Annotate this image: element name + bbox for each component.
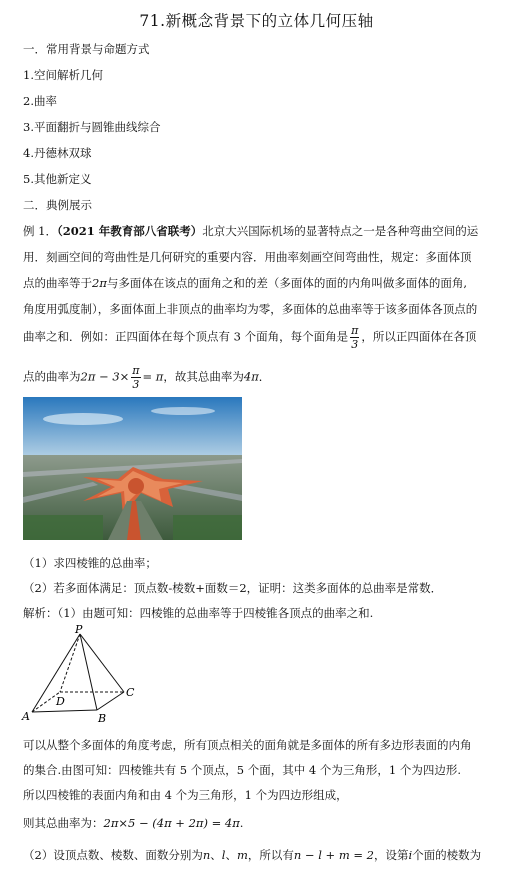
example-line-4: 角度用弧度制），多面体面上非顶点的曲率均为零，多面体的总曲率等于该多面体各顶点的: [23, 302, 478, 316]
fraction-numerator: π: [351, 324, 359, 337]
math-variable: n: [202, 848, 211, 862]
body-line-2: 的集合.由图可知：四棱锥共有 5 个顶点，5 个面，其中 4 个为三角形，1 个为四边形.: [23, 763, 462, 777]
body-line-1: 可以从整个多面体的角度考虑，所有顶点相关的面角就是多面体的所有多边形表面的内角: [23, 738, 472, 752]
example-source: （2021 年教育部八省联考）: [56, 224, 203, 238]
math-variable: m: [236, 848, 248, 862]
pyramid-diagram: [18, 624, 148, 724]
body-line-3: 所以四棱锥的表面内角和由 4 个为三角形，1 个为四边形组成，: [23, 788, 348, 802]
example-text: 北京大兴国际机场的显著特点之一是各种弯曲空间的运: [202, 224, 479, 238]
example-line-3: [23, 274, 467, 292]
fraction: [350, 324, 359, 351]
airport-illustration: [23, 397, 242, 540]
vertex-label-c: C: [126, 686, 135, 699]
example-text: 点的曲率等于: [23, 276, 92, 290]
analysis-label: 解析：: [23, 606, 58, 620]
body-line-5: [23, 846, 481, 864]
body-text: 则其总曲率为：: [23, 816, 104, 830]
section-heading-2: 二．典例展示: [23, 198, 92, 212]
example-line-2: 用．刻画空间的弯曲性是几何研究的重要内容．用曲率刻画空间弯曲性，规定：多面体顶: [23, 250, 472, 264]
vertex-label-a: A: [22, 710, 30, 723]
vertex-label-p: P: [75, 624, 83, 636]
example-text: ，故其总曲率为: [163, 369, 244, 384]
math-expression: 2π − 3×: [80, 369, 130, 384]
vertex-label-b: B: [98, 712, 107, 724]
math-expression: 4π: [243, 369, 259, 384]
body-line-4: [23, 814, 243, 832]
example-text: 与多面体在该点的面角之和的差（多面体的面的内角叫做多面体的面角,: [106, 276, 468, 290]
list-item: 5.其他新定义: [23, 172, 92, 186]
airport-photo: [23, 397, 242, 540]
pyramid-figure: [18, 624, 148, 727]
math-expression: 2π×5 − (4π + 2π) = 4π: [103, 816, 240, 830]
math-expression: 2π: [92, 276, 107, 290]
example-label: 例 1．: [23, 224, 57, 238]
math-expression: n − l + m = 2: [293, 848, 374, 862]
question-1: （1）求四棱锥的总曲率；: [23, 556, 157, 570]
list-item: 3.平面翻折与圆锥曲线综合: [23, 120, 161, 134]
math-expression: = π: [142, 369, 164, 384]
example-line-6: [23, 364, 270, 391]
body-text: .: [239, 816, 244, 830]
section-heading-1: 一．常用背景与命题方式: [23, 42, 150, 56]
list-item: 2.曲率: [23, 94, 57, 108]
fraction-denominator: 3: [351, 338, 359, 351]
analysis-line: [23, 604, 373, 622]
page-title: 71.新概念背景下的立体几何压轴: [139, 12, 374, 30]
math-variable: l: [221, 848, 226, 862]
example-line-5: [23, 324, 476, 351]
fraction-numerator: π: [132, 364, 140, 377]
example-line-1: [23, 222, 478, 240]
question-2: （2）若多面体满足：顶点数-棱数+面数＝2，证明：这类多面体的总曲率是常数．: [23, 581, 443, 595]
body-text: 、: [210, 848, 222, 862]
body-text: 个面的棱数为: [412, 848, 482, 862]
vertex-label-d: D: [56, 695, 65, 708]
fraction-denominator: 3: [132, 378, 140, 391]
fraction: [131, 364, 140, 391]
body-text: ，所以有: [247, 848, 294, 862]
example-text: ．: [258, 369, 271, 384]
list-item: 4.丹德林双球: [23, 146, 92, 160]
analysis-text: （1）由题可知：四棱锥的总曲率等于四棱锥各顶点的曲率之和.: [57, 606, 374, 620]
example-text: ，所以正四面体在各顶: [361, 329, 477, 344]
body-text: ，设第: [374, 848, 409, 862]
list-item: 1.空间解析几何: [23, 68, 103, 82]
body-text: 、: [225, 848, 237, 862]
example-text: 曲率之和．例如：正四面体在每个顶点有 3 个面角，每个面角是: [23, 329, 349, 344]
body-text: （2）设顶点数、棱数、面数分别为: [23, 848, 203, 862]
math-variable: i: [408, 848, 413, 862]
example-text: 点的曲率为: [23, 369, 81, 384]
